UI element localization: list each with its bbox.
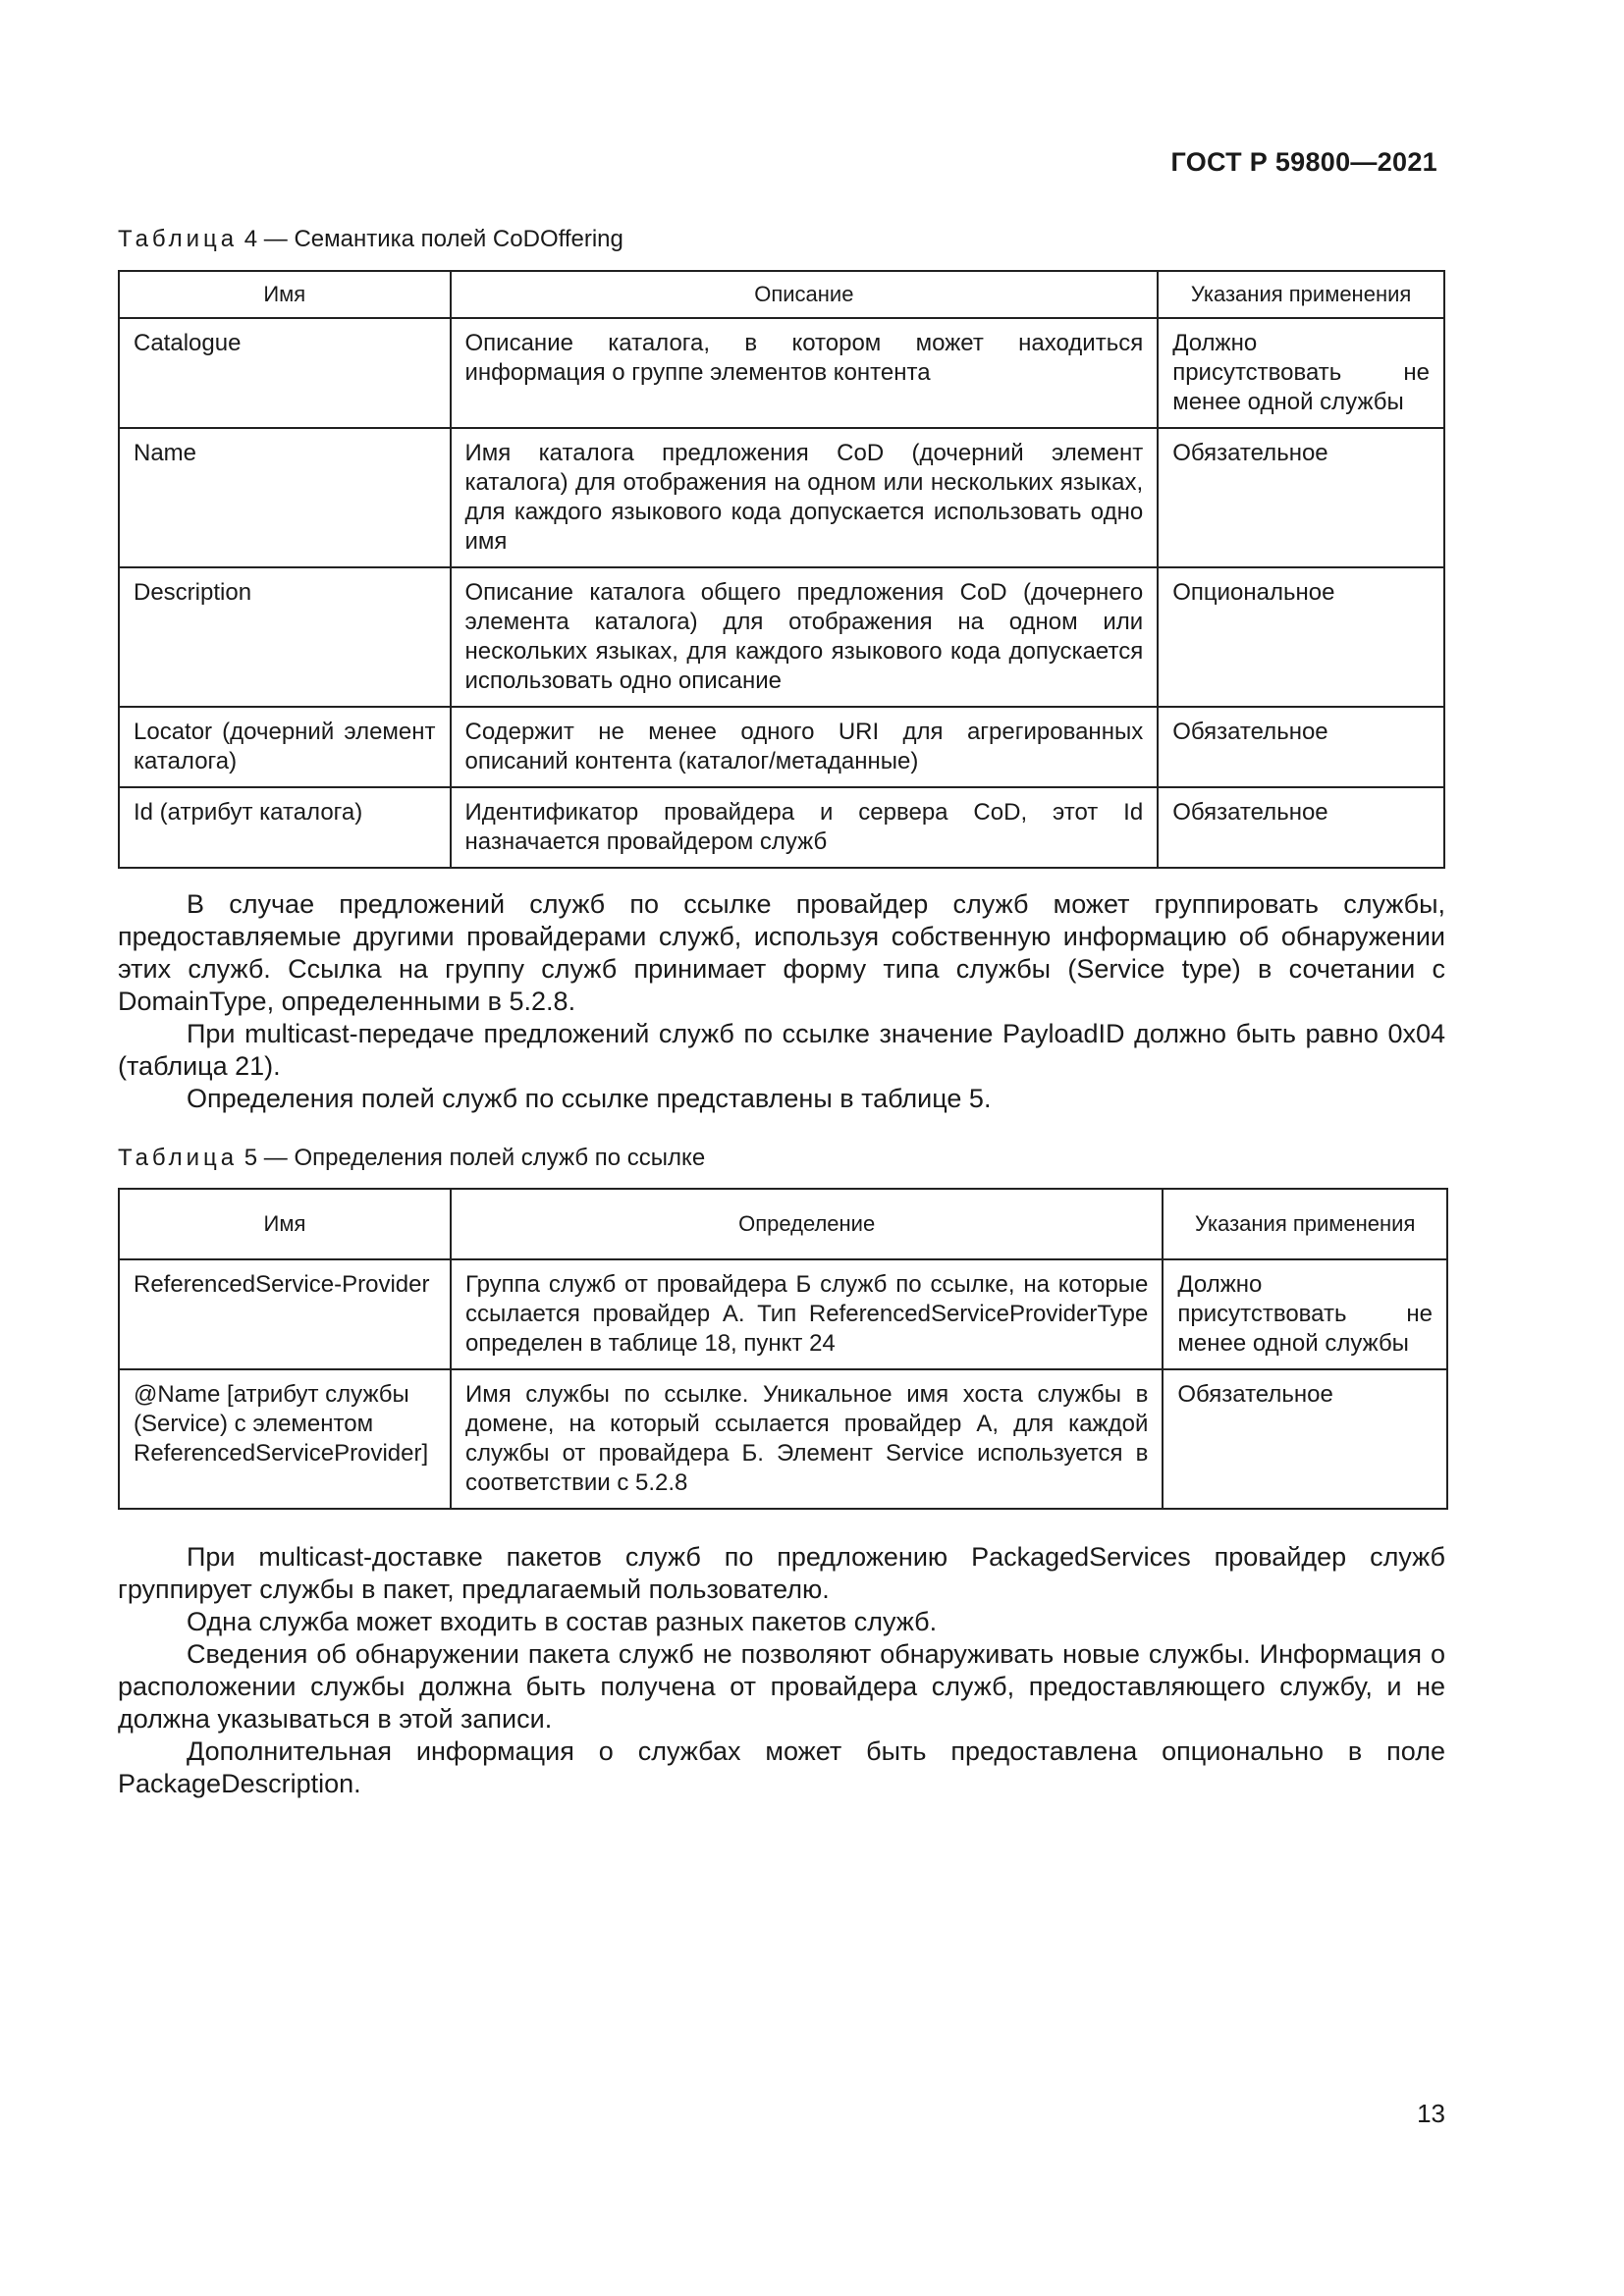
table-cell-usage: Обязательное bbox=[1163, 1369, 1447, 1509]
table4-col-description: Описание bbox=[451, 271, 1159, 318]
body-paragraph bbox=[118, 1083, 1445, 1115]
table-row bbox=[119, 567, 1444, 707]
table-cell-usage: Обязательное bbox=[1158, 707, 1444, 787]
table-row bbox=[119, 707, 1444, 787]
table-row bbox=[119, 1369, 1447, 1509]
document-standard-number: ГОСТ Р 59800—2021 bbox=[1170, 147, 1437, 177]
body-paragraph bbox=[118, 1638, 1445, 1735]
paragraph-text: Определения полей служб по ссылке представлены в таблице 5. bbox=[187, 1084, 992, 1113]
table4-col-name: Имя bbox=[119, 271, 451, 318]
table-cell-name: Id (атрибут каталога) bbox=[119, 787, 451, 868]
paragraph-text: При multicast-доставке пакетов служб по предложению PackagedServices провайдер служб группирует службы в пакет, предлагаемый пользователю. bbox=[118, 1542, 1445, 1604]
table5-col-usage: Указания применения bbox=[1163, 1189, 1447, 1259]
table-cell-usage: Обязательное bbox=[1158, 787, 1444, 868]
table-cell-description: Содержит не менее одного URI для агрегированных описаний контента (каталог/метаданные) bbox=[451, 707, 1159, 787]
table4-caption-title: 4 — Семантика полей CoDOffering bbox=[238, 226, 623, 252]
table-cell-usage: Должно присутствовать не менее одной службы bbox=[1158, 318, 1444, 428]
body-paragraph bbox=[118, 1606, 1445, 1638]
table4-header-row bbox=[119, 271, 1444, 318]
table-cell-name: Catalogue bbox=[119, 318, 451, 428]
table-cell-name: @Name [атрибут службы (Service) с элементом ReferencedServiceProvider] bbox=[119, 1369, 451, 1509]
body-paragraph bbox=[118, 888, 1445, 1018]
table5-col-definition: Определение bbox=[451, 1189, 1163, 1259]
table-cell-description: Описание каталога, в котором может находиться информация о группе элементов контента bbox=[451, 318, 1159, 428]
paragraph-text: Сведения об обнаружении пакета служб не позволяют обнаруживать новые службы. Информация о расположении службы должна быть получена от провайдера служб, предоставляющего службу, и не должна указываться в этой записи. bbox=[118, 1639, 1445, 1734]
paragraph-text: В случае предложений служб по ссылке провайдер служб может группировать службы, предоставляемые другими провайдерами служб, используя собственную информацию об обнаружении этих служб. Ссылка на группу служб принимает форму типа службы (Service type) в сочетании с DomainType, определенными в 5.2.8. bbox=[118, 889, 1445, 1016]
table5-caption bbox=[118, 1145, 705, 1172]
table4 bbox=[118, 270, 1445, 869]
table5-header-row bbox=[119, 1189, 1447, 1259]
table-row bbox=[119, 318, 1444, 428]
table-cell-usage: Обязательное bbox=[1158, 428, 1444, 567]
paragraph-text: Одна служба может входить в состав разных пакетов служб. bbox=[187, 1607, 938, 1636]
body-paragraph bbox=[118, 1018, 1445, 1083]
paragraph-text: Дополнительная информация о службах может быть предоставлена опционально в поле PackageDescription. bbox=[118, 1736, 1445, 1798]
table4-caption-prefix: Таблица bbox=[118, 226, 239, 252]
table-cell-definition: Имя службы по ссылке. Уникальное имя хоста службы в домене, на который ссылается провайдер А, для каждой службы от провайдера Б. Элемент Service используется в соответствии с 5.2.8 bbox=[451, 1369, 1163, 1509]
table-row bbox=[119, 428, 1444, 567]
body-paragraph bbox=[118, 1541, 1445, 1606]
table-row bbox=[119, 787, 1444, 868]
table5-caption-prefix: Таблица bbox=[118, 1145, 239, 1171]
table5-caption-title: 5 — Определения полей служб по ссылке bbox=[238, 1145, 706, 1171]
table-cell-name: Description bbox=[119, 567, 451, 707]
table-cell-description: Идентификатор провайдера и сервера CoD, этот Id назначается провайдером служб bbox=[451, 787, 1159, 868]
table-cell-usage: Опциональное bbox=[1158, 567, 1444, 707]
table-cell-name: Locator (дочерний элемент каталога) bbox=[119, 707, 451, 787]
table-cell-name: Name bbox=[119, 428, 451, 567]
table4-caption bbox=[118, 226, 623, 253]
table-cell-description: Описание каталога общего предложения CoD (дочернего элемента каталога) для отображения на одном или нескольких языках, для каждого языкового кода допускается использовать одно описание bbox=[451, 567, 1159, 707]
table-cell-description: Имя каталога предложения CoD (дочерний элемент каталога) для отображения на одном или нескольких языках, для каждого языкового кода допускается использовать одно имя bbox=[451, 428, 1159, 567]
table-cell-definition: Группа служб от провайдера Б служб по ссылке, на которые ссылается провайдер А. Тип ReferencedServiceProviderType определен в таблице 18, пункт 24 bbox=[451, 1259, 1163, 1369]
table-row bbox=[119, 1259, 1447, 1369]
page-number: 13 bbox=[1417, 2099, 1445, 2128]
body-paragraph bbox=[118, 1735, 1445, 1800]
paragraph-text: При multicast-передаче предложений служб по ссылке значение PayloadID должно быть равно 0x04 (таблица 21). bbox=[118, 1019, 1445, 1081]
table4-col-usage: Указания применения bbox=[1158, 271, 1444, 318]
table5 bbox=[118, 1188, 1448, 1510]
table-cell-usage: Должно присутствовать не менее одной службы bbox=[1163, 1259, 1447, 1369]
table5-col-name: Имя bbox=[119, 1189, 451, 1259]
table-cell-name: ReferencedService-Provider bbox=[119, 1259, 451, 1369]
